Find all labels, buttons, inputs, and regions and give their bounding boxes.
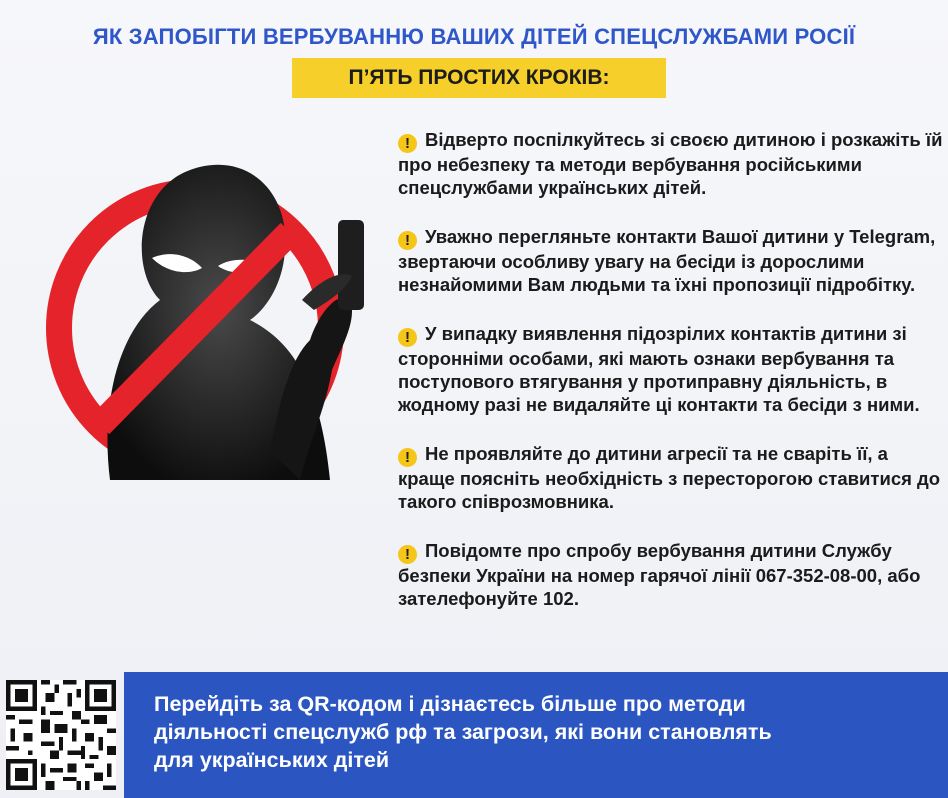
step-text: Не проявляйте до дитини агресії та не сваріть її, а краще поясніть необхідність з пересторогою ставитися до такого співрозмовника.: [398, 443, 941, 512]
qr-code-icon[interactable]: [6, 680, 116, 790]
qr-info-banner: [124, 672, 948, 798]
step-item: [398, 225, 943, 296]
step-text: Повідомте про спробу вербування дитини Службу безпеки України на номер гарячої лінії 067-352-08-00, або зателефонуйте 102.: [398, 540, 921, 609]
exclamation-icon: !: [398, 328, 417, 347]
step-text: Відверто поспілкуйтесь зі своєю дитиною і розкажіть їй про небезпеку та методи вербування російськими спецслужбами українських дітей.: [398, 129, 943, 198]
exclamation-icon: !: [398, 231, 417, 250]
exclamation-icon: !: [398, 545, 417, 564]
banner-text: Перейдіть за QR-кодом і дізнаєтесь більше про методи діяльності спецслужб рф та загрози, які вони становлять для українських дітей: [154, 692, 772, 772]
steps-list: [398, 128, 943, 636]
exclamation-icon: !: [398, 448, 417, 467]
subtitle: П’ЯТЬ ПРОСТИХ КРОКІВ:: [348, 66, 610, 89]
subtitle-banner: [292, 58, 666, 98]
step-item: [398, 442, 943, 513]
exclamation-icon: !: [398, 134, 417, 153]
prohibited-hacker-illustration: [40, 150, 390, 490]
step-item: [398, 322, 943, 416]
step-item: [398, 539, 943, 610]
step-text: Уважно перегляньте контакти Вашої дитини у Telegram, звертаючи особливу увагу на бесіди із дорослими незнайомими Вам людьми та їхні пропозиції підробітку.: [398, 226, 936, 295]
step-text: У випадку виявлення підозрілих контактів дитини зі сторонніми особами, які мають ознаки вербування та поступового втягування у протиправну діяльність, в жодному разі не видаляйте ці контакти та бесіди з ними.: [398, 323, 920, 415]
step-item: [398, 128, 943, 199]
page-title: ЯК ЗАПОБІГТИ ВЕРБУВАННЮ ВАШИХ ДІТЕЙ СПЕЦСЛУЖБАМИ РОСІЇ: [92, 24, 856, 49]
